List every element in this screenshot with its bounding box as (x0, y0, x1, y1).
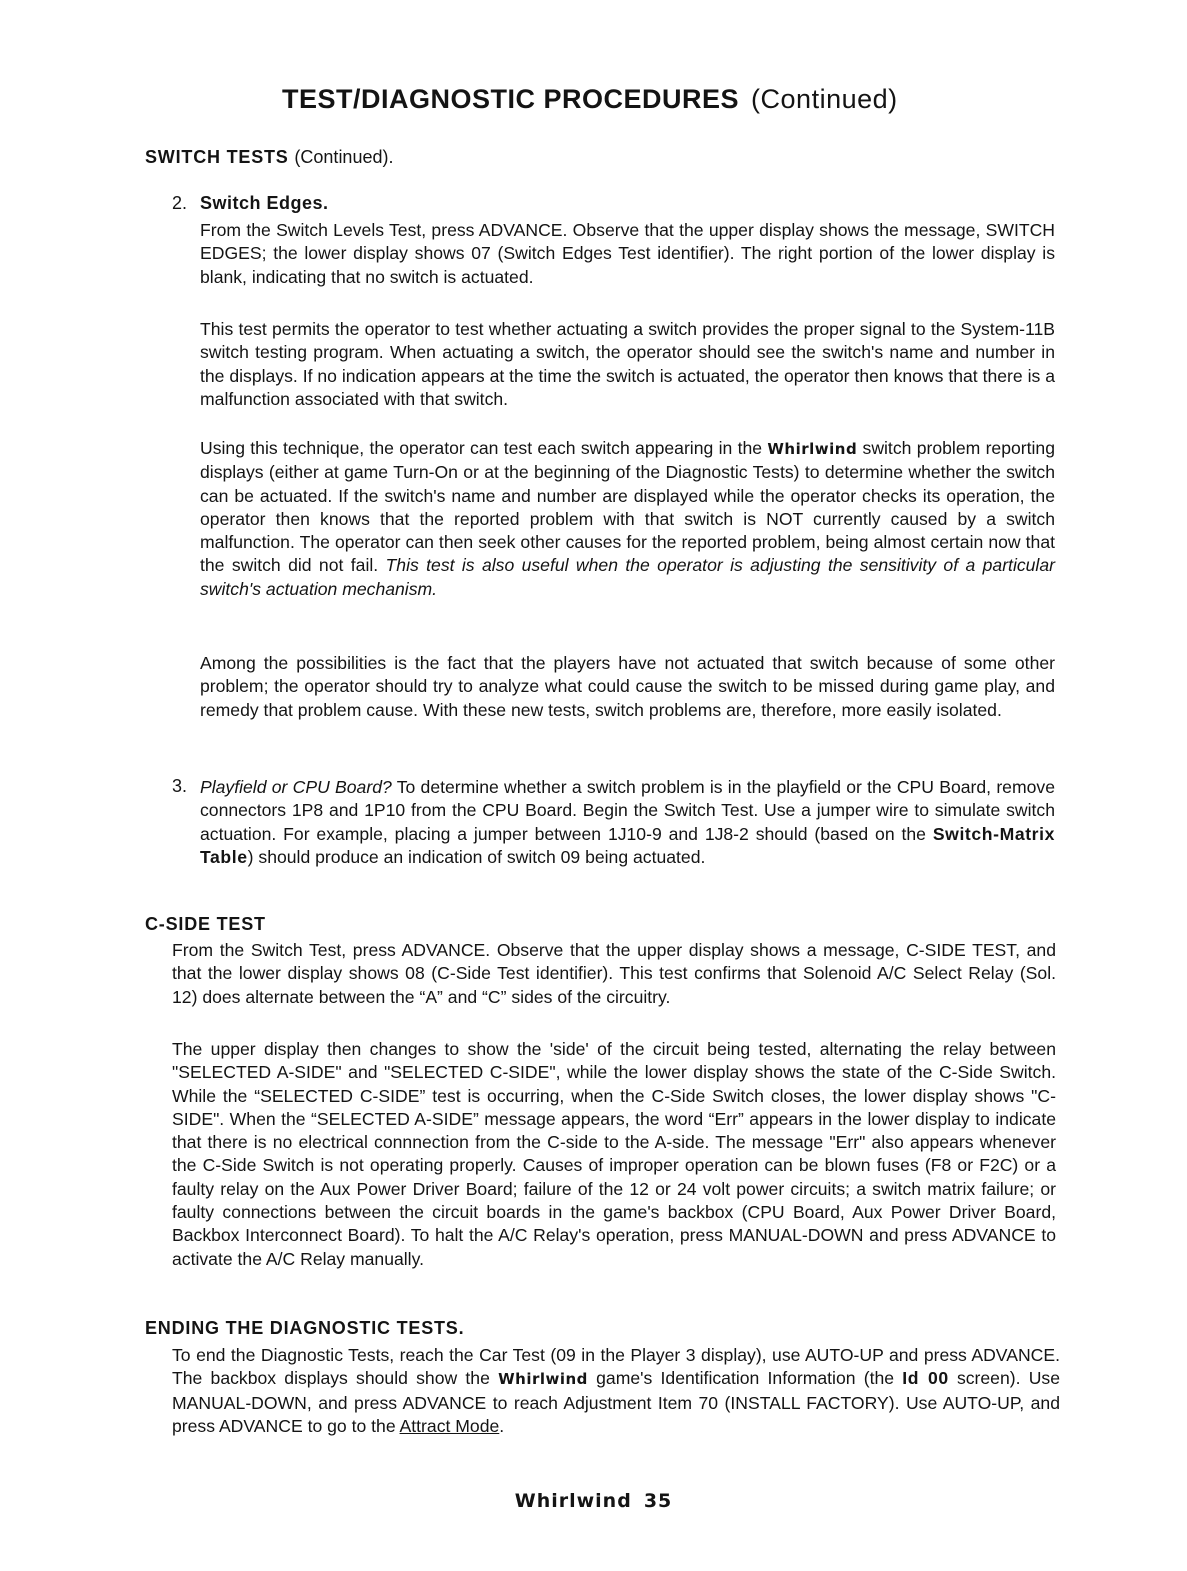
page-title-continued: (Continued) (751, 84, 898, 114)
playfield-or-cpu-paragraph: Playfield or CPU Board? To determine whether a switch problem is in the playfield or the CPU Board, remove connectors 1P8 and 1P10 from the CPU Board. Begin the Switch Test. Use a jumper wire to simulate switch actuation. For example, placing a jumper between 1J10-9 and 1J8-2 should (based on the Switch-Matrix Table) should produce an indication of switch 09 being actuated. (200, 777, 1056, 867)
item-number-3: 3. (172, 776, 188, 796)
page-title (282, 84, 1002, 115)
attract-mode-reference: Attract Mode (399, 1415, 500, 1436)
footer-brand: Whirlwind (514, 1490, 632, 1512)
c-side-paragraph-2: The upper display then changes to show the 'side' of the circuit being tested, alternating the relay between "SELECTED A-SIDE" and "SELECTED C-SIDE", while the lower display shows the state of the C-Side Switch. While the “SELECTED C-SIDE” test is occurring, when the C-Side Switch closes, the lower display shows "C-SIDE". When the “SELECTED A-SIDE” message appears, the word “Err” appears in the lower display to indicate that there is no electrical connnection from the C-side to the A-side. The message "Err" also appears whenever the C-Side Switch is not operating properly. Causes of improper operation can be blown fuses (F8 or F2C) or a faulty relay on the Aux Power Driver Board; failure of the 12 or 24 volt power circuits; a switch matrix failure; or faulty connections between the circuit boards in the game's backbox (CPU Board, Aux Power Driver Board, Backbox Interconnect Board). To halt the A/C Relay's operation, press MANUAL-DOWN and press ADVANCE to activate the A/C Relay manually. (172, 1039, 1056, 1269)
switch-edges-paragraph-2: This test permits the operator to test whether actuating a switch provides the proper signal to the System-11B switch testing program. When actuating a switch, the operator should see the switch's name and number in the displays. If no indication appears at the time the switch is actuated, the operator then knows that there is a malfunction associated with that switch. (200, 319, 1055, 409)
page-footer (0, 1490, 1187, 1512)
ending-paragraph: To end the Diagnostic Tests, reach the Car Test (09 in the Player 3 display), use AUTO-UP and press ADVANCE. The backbox displays should show the Whirlwind game's Identification Information (the Id 00 screen). Use MANUAL-DOWN, and press ADVANCE to reach Adjustment Item 70 (INSTALL FACTORY). Use AUTO-UP, and press ADVANCE to go to the Attract Mode. (172, 1345, 1060, 1436)
switch-edges-paragraph-1: From the Switch Levels Test, press ADVANCE. Observe that the upper display shows the message, SWITCH EDGES; the lower display shows 07 (Switch Edges Test identifier). The right portion of the lower display is blank, indicating that no switch is actuated. (200, 220, 1055, 287)
c-side-paragraph-1: From the Switch Test, press ADVANCE. Observe that the upper display shows a message, C-SIDE TEST, and that the lower display shows 08 (C-Side Test identifier). This test confirms that Solenoid A/C Select Relay (Sol. 12) does alternate between the “A” and “C” sides of the circuitry. (172, 940, 1056, 1007)
switch-edges-paragraph-4: Among the possibilities is the fact that the players have not actuated that switch because of some other problem; the operator should try to analyze what could cause the switch to be missed during game play, and remedy that problem cause. With these new tests, switch problems are, therefore, more easily isolated. (200, 653, 1055, 720)
section-heading-switch-tests: SWITCH TESTS (Continued). (145, 147, 394, 167)
whirlwind-brand-logo: Whirlwind (498, 1370, 588, 1389)
section-heading-continued: (Continued). (294, 147, 394, 167)
section-heading-c-side-test: C-SIDE TEST (145, 914, 266, 934)
italic-note: This test is also useful when the operator is adjusting the sensitivity of a particular switch's actuation mechanism. (200, 555, 1055, 599)
page-title-main: TEST/DIAGNOSTIC PROCEDURES (282, 84, 740, 114)
page-number: 35 (643, 1490, 673, 1512)
italic-lead: Playfield or CPU Board? (200, 777, 392, 797)
item-number-2: 2. (172, 193, 188, 213)
id-00-code: Id 00 (902, 1368, 949, 1389)
section-heading-ending-diagnostic-tests: ENDING THE DIAGNOSTIC TESTS. (145, 1318, 465, 1338)
switch-edges-paragraph-3: Using this technique, the operator can test each switch appearing in the Whirlwind switch problem reporting displays (either at game Turn-On or at the beginning of the Diagnostic Tests) to determine whether the switch can be actuated. If the switch's name and number are displayed while the operator checks its operation, the operator then knows that the reported problem with that switch is NOT currently caused by a switch malfunction. The operator can then seek other causes for the reported problem, being almost certain now that the switch did not fail. This test is also useful when the operator is adjusting the sensitivity of a particular switch's actuation mechanism. (200, 438, 1056, 599)
item-heading-switch-edges: Switch Edges. (200, 193, 329, 213)
whirlwind-brand-logo: Whirlwind (767, 440, 858, 458)
switch-matrix-table-reference: Switch-Matrix Table (200, 823, 1056, 867)
